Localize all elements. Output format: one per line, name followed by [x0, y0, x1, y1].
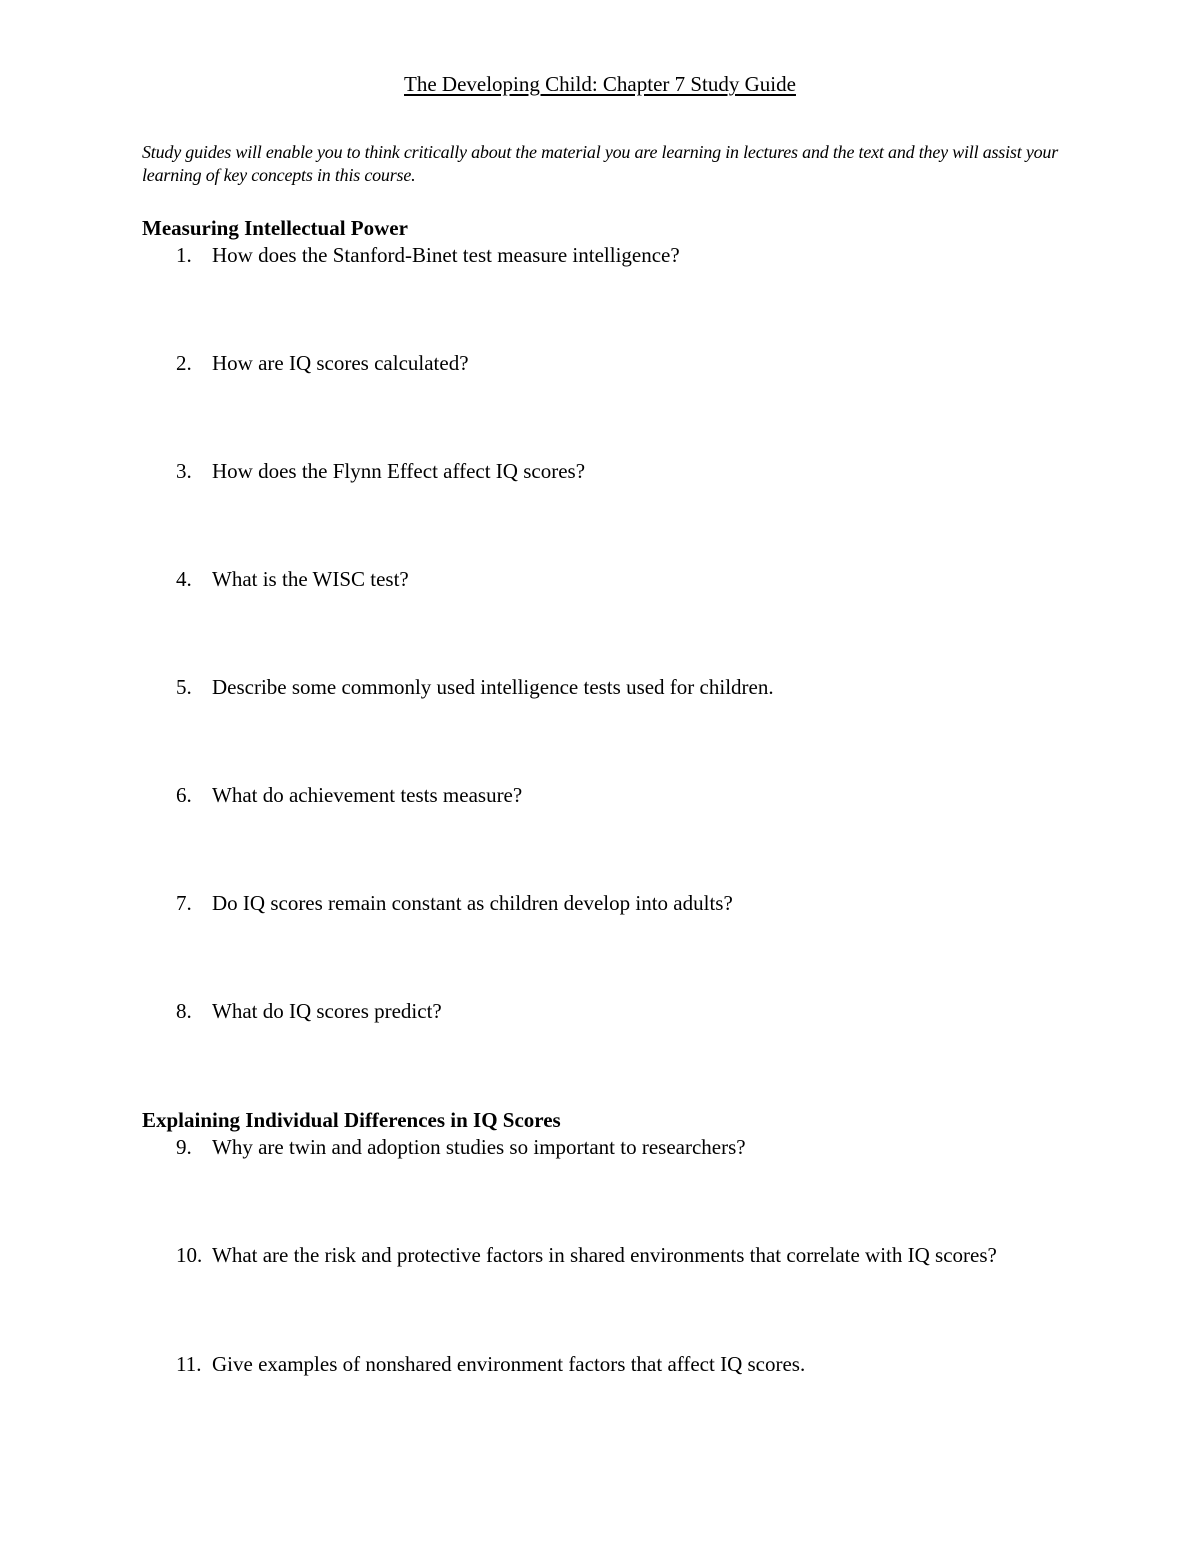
- question-text: Why are twin and adoption studies so important to researchers?: [212, 1135, 746, 1159]
- question-text: Describe some commonly used intelligence tests used for children.: [212, 675, 774, 699]
- question-number: 3.: [176, 459, 192, 483]
- question-number: 5.: [176, 675, 192, 699]
- question-number: 8.: [176, 999, 192, 1023]
- question-number: 1.: [176, 243, 192, 267]
- intro-paragraph: Study guides will enable you to think critically about the material you are learning in lectures and the text and they will assist your learning of key concepts in this course.: [142, 142, 1059, 185]
- question-number: 9.: [176, 1135, 192, 1159]
- question-text: What do IQ scores predict?: [212, 999, 442, 1023]
- question-text: Do IQ scores remain constant as children develop into adults?: [212, 891, 733, 915]
- question-text: How are IQ scores calculated?: [212, 351, 469, 375]
- question-number: 6.: [176, 783, 192, 807]
- question-number: 2.: [176, 351, 192, 375]
- section-heading-individual-differences: Explaining Individual Differences in IQ Scores: [142, 1108, 561, 1132]
- question-number: 7.: [176, 891, 192, 915]
- question-text: Give examples of nonshared environment factors that affect IQ scores.: [212, 1352, 806, 1376]
- question-number: 10.: [176, 1243, 203, 1267]
- question-text: What are the risk and protective factors in shared environments that correlate with IQ scores?: [212, 1243, 997, 1267]
- document-title: The Developing Child: Chapter 7 Study Guide: [404, 72, 796, 96]
- question-number: 11.: [176, 1352, 202, 1376]
- question-text: How does the Flynn Effect affect IQ scores?: [212, 459, 586, 483]
- question-number: 4.: [176, 567, 192, 591]
- question-text: How does the Stanford-Binet test measure intelligence?: [212, 243, 680, 267]
- question-text: What is the WISC test?: [212, 567, 409, 591]
- question-text: What do achievement tests measure?: [212, 783, 523, 807]
- section-heading-measuring: Measuring Intellectual Power: [142, 216, 408, 240]
